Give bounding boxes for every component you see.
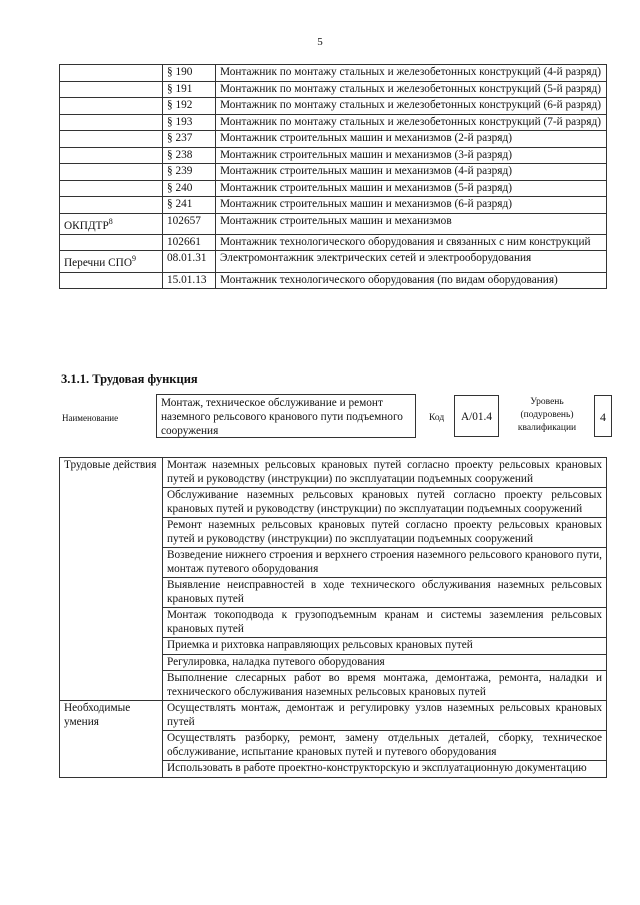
code-title-cell: Монтажник строительных машин и механизмов (2-й разряд) [216, 131, 607, 148]
table-row [60, 213, 607, 234]
section-heading: 3.1.1. Трудовая функция [61, 372, 198, 386]
code-cell: § 240 [163, 180, 216, 197]
code-cell: 102661 [163, 234, 216, 251]
code-cell: § 190 [163, 65, 216, 82]
name-label: Наименование [62, 413, 119, 423]
code-type-cell [60, 131, 163, 148]
table-row [60, 458, 607, 488]
table-row [60, 114, 607, 131]
code-cell: 15.01.13 [163, 272, 216, 289]
code-title-cell: Монтажник по монтажу стальных и железобетонных конструкций (4-й разряд) [216, 65, 607, 82]
footnote-mark: 9 [132, 254, 137, 264]
code-title-cell: Монтажник строительных машин и механизмов (5-й разряд) [216, 180, 607, 197]
code-cell: 08.01.31 [163, 251, 216, 272]
labor-action-cell: Ремонт наземных рельсовых крановых путей согласно проекту рельсовых крановых путей и руководству (инструкции) по эксплуатации подъемных сооружений [163, 518, 607, 548]
code-type-cell [60, 147, 163, 164]
code-type-cell: ОКПДТР$^8$ [60, 213, 163, 234]
code-cell: § 191 [163, 81, 216, 98]
code-type-cell [60, 81, 163, 98]
code-cell: § 241 [163, 197, 216, 214]
labor-action-group-label: Трудовые действия [60, 458, 163, 701]
code-title-cell: Монтажник технологического оборудования и связанных с ним конструкций [216, 234, 607, 251]
code-type-cell [60, 180, 163, 197]
labor-action-cell: Выполнение слесарных работ во время монтажа, демонтажа, ремонта, наладки и технического обслуживания наземных рельсовых крановых путей [163, 671, 607, 701]
level-label: Уровень (подуровень) квалификации [517, 397, 577, 433]
skill-cell: Осуществлять монтаж, демонтаж и регулировку узлов наземных рельсовых крановых путей [163, 701, 607, 731]
code-type-cell: Перечни СПО$^9$ [60, 251, 163, 272]
labor-action-cell: Приемка и рихтовка направляющих рельсовых крановых путей [163, 638, 607, 655]
code-title-cell: Монтажник строительных машин и механизмов (3-й разряд) [216, 147, 607, 164]
code-type-cell [60, 98, 163, 115]
code-cell: § 238 [163, 147, 216, 164]
code-label: Код [429, 413, 445, 423]
code-cell: § 192 [163, 98, 216, 115]
table-row [60, 234, 607, 251]
skill-group-label: Необходимые умения [60, 701, 163, 778]
table-row [60, 701, 607, 731]
code-type-cell [60, 65, 163, 82]
table-row [60, 131, 607, 148]
labor-function-header [59, 394, 619, 444]
code-title-cell: Монтажник строительных машин и механизмов [216, 213, 607, 234]
code-title-cell: Монтажник технологического оборудования (по видам оборудования) [216, 272, 607, 289]
code-title-cell: Монтажник по монтажу стальных и железобетонных конструкций (6-й разряд) [216, 98, 607, 115]
footnote-mark: 8 [108, 216, 113, 226]
table-row [60, 251, 607, 272]
code-title-cell: Монтажник по монтажу стальных и железобетонных конструкций (7-й разряд) [216, 114, 607, 131]
labor-actions-table [59, 457, 607, 778]
qualification-level: 4 [594, 395, 612, 437]
labor-action-cell: Возведение нижнего строения и верхнего строения наземного рельсового кранового пути, монтаж путевого оборудования [163, 548, 607, 578]
code-cell: § 237 [163, 131, 216, 148]
table-row [60, 65, 607, 82]
code-title-cell: Электромонтажник электрических сетей и электрооборудования [216, 251, 607, 272]
table-row [60, 272, 607, 289]
table-row [60, 197, 607, 214]
code-cell: 102657 [163, 213, 216, 234]
function-code: А/01.4 [454, 395, 499, 437]
table-row [60, 81, 607, 98]
code-type-cell [60, 234, 163, 251]
function-name: Монтаж, техническое обслуживание и ремонт наземного рельсового кранового пути подъемного сооружения [156, 394, 416, 438]
table-row [60, 147, 607, 164]
table-row [60, 98, 607, 115]
code-cell: § 193 [163, 114, 216, 131]
code-type-cell [60, 114, 163, 131]
labor-action-cell: Выявление неисправностей в ходе технического обслуживания наземных рельсовых крановых путей [163, 578, 607, 608]
code-title-cell: Монтажник строительных машин и механизмов (6-й разряд) [216, 197, 607, 214]
labor-action-cell: Монтаж токоподвода к грузоподъемным кранам и системы заземления рельсовых крановых путей [163, 608, 607, 638]
labor-action-cell: Обслуживание наземных рельсовых крановых путей согласно проекту рельсовых крановых путей и руководству (инструкции) по эксплуатации подъемных сооружений [163, 488, 607, 518]
labor-action-cell: Регулировка, наладка путевого оборудования [163, 654, 607, 671]
code-type-cell [60, 272, 163, 289]
code-title-cell: Монтажник строительных машин и механизмов (4-й разряд) [216, 164, 607, 181]
page-number: 5 [317, 36, 323, 48]
skill-cell: Использовать в работе проектно-конструкторскую и эксплуатационную документацию [163, 761, 607, 778]
skill-cell: Осуществлять разборку, ремонт, замену отдельных деталей, сборку, техническое обслуживание, испытание крановых путей и путевого оборудования [163, 731, 607, 761]
code-type-cell [60, 164, 163, 181]
code-type-cell [60, 197, 163, 214]
related-codes-table [59, 64, 607, 289]
table-row [60, 180, 607, 197]
labor-action-cell: Монтаж наземных рельсовых крановых путей согласно проекту рельсовых крановых путей и руководству (инструкции) по эксплуатации подъемных сооружений [163, 458, 607, 488]
code-title-cell: Монтажник по монтажу стальных и железобетонных конструкций (5-й разряд) [216, 81, 607, 98]
table-row [60, 164, 607, 181]
code-cell: § 239 [163, 164, 216, 181]
